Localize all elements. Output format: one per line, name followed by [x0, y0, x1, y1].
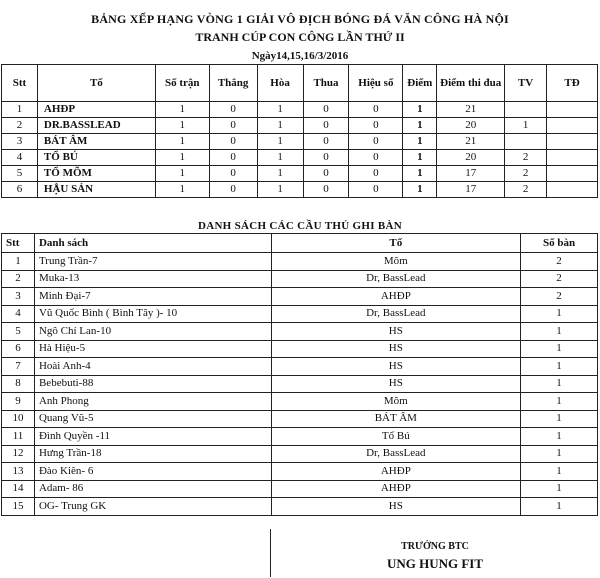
table-cell — [547, 118, 598, 134]
table-row — [2, 166, 598, 182]
scorers-header-row — [2, 234, 598, 253]
table-row — [2, 134, 598, 150]
table-cell: 1 — [521, 410, 598, 428]
col-header: Hòa — [257, 65, 303, 102]
signature-block — [0, 529, 600, 577]
table-cell: 0 — [349, 134, 403, 150]
col-header: Số trận — [155, 65, 209, 102]
table-cell: 1 — [2, 102, 38, 118]
table-row — [2, 393, 598, 411]
table-cell: 2 — [505, 166, 547, 182]
player-name: Vũ Quốc Bình ( Bình Tây )- 10 — [34, 305, 271, 323]
player-team: HS — [271, 323, 521, 341]
col-header: TV — [505, 65, 547, 102]
col-header: Tổ — [271, 234, 521, 253]
table-cell — [547, 134, 598, 150]
player-name: Minh Đại-7 — [34, 288, 271, 306]
table-cell: 1 — [257, 118, 303, 134]
table-cell: 2 — [521, 288, 598, 306]
player-team: Mõm — [271, 253, 521, 271]
table-cell: 0 — [303, 102, 349, 118]
table-cell: 1 — [521, 463, 598, 481]
signature-role: TRƯỞNG BTC — [401, 541, 469, 552]
col-header: Stt — [2, 234, 35, 253]
player-name: Hà Hiệu-5 — [34, 340, 271, 358]
table-cell: 1 — [155, 166, 209, 182]
col-header: Thắng — [209, 65, 257, 102]
scorers-title: DANH SÁCH CÁC CẦU THỦ GHI BÀN — [197, 220, 403, 232]
team-name: AHĐP — [37, 102, 155, 118]
table-row — [2, 480, 598, 498]
table-cell: 1 — [155, 182, 209, 198]
table-row — [2, 463, 598, 481]
table-cell: 6 — [2, 340, 35, 358]
col-header: Danh sách — [34, 234, 271, 253]
col-header: Điểm — [403, 65, 437, 102]
table-cell: 12 — [2, 445, 35, 463]
table-cell — [505, 102, 547, 118]
table-cell: 0 — [303, 134, 349, 150]
table-cell: 6 — [2, 182, 38, 198]
table-cell: 1 — [2, 253, 35, 271]
table-row — [2, 118, 598, 134]
standings-table — [1, 64, 598, 198]
player-team: HS — [271, 375, 521, 393]
player-name: Muka-13 — [34, 270, 271, 288]
table-cell: 0 — [303, 182, 349, 198]
table-cell: 1 — [155, 118, 209, 134]
col-header: Thua — [303, 65, 349, 102]
team-name: DR.BASSLEAD — [37, 118, 155, 134]
player-team: Mõm — [271, 393, 521, 411]
table-cell: 1 — [505, 118, 547, 134]
table-cell: 0 — [209, 134, 257, 150]
table-row — [2, 410, 598, 428]
table-cell: 0 — [349, 102, 403, 118]
table-cell: 2 — [505, 150, 547, 166]
table-cell: 0 — [303, 118, 349, 134]
table-cell: 1 — [521, 323, 598, 341]
player-team: AHĐP — [271, 480, 521, 498]
table-cell: 0 — [209, 102, 257, 118]
table-cell: 1 — [521, 358, 598, 376]
scorers-table — [1, 233, 598, 516]
player-name: Đình Quyền -11 — [34, 428, 271, 446]
signature-name: UNG HUNG FIT — [386, 556, 484, 571]
table-cell: 0 — [349, 166, 403, 182]
player-name: OG- Trung GK — [34, 498, 271, 516]
player-name: Hoài Anh-4 — [34, 358, 271, 376]
player-team: Dr, BassLead — [271, 445, 521, 463]
table-cell — [505, 134, 547, 150]
col-header: TĐ — [547, 65, 598, 102]
player-team: Tổ Bú — [271, 428, 521, 446]
player-name: Đào Kiên- 6 — [34, 463, 271, 481]
table-cell: 21 — [437, 134, 505, 150]
table-cell: 0 — [209, 150, 257, 166]
table-row — [2, 340, 598, 358]
player-name: Trung Trần-7 — [34, 253, 271, 271]
table-cell: 20 — [437, 150, 505, 166]
table-cell: 9 — [2, 393, 35, 411]
table-row — [2, 323, 598, 341]
table-cell: 17 — [437, 166, 505, 182]
table-cell: 2 — [505, 182, 547, 198]
page-title: BẢNG XẾP HẠNG VÒNG 1 GIẢI VÔ ĐỊCH BÓNG ĐÁ VĂN CÔNG HÀ NỘI — [91, 12, 509, 26]
table-cell: 1 — [403, 102, 437, 118]
table-cell: 13 — [2, 463, 35, 481]
table-cell: 0 — [349, 150, 403, 166]
table-cell: 1 — [521, 480, 598, 498]
table-cell: 1 — [521, 498, 598, 516]
table-row — [2, 498, 598, 516]
table-cell: 3 — [2, 288, 35, 306]
table-row — [2, 358, 598, 376]
table-cell: 1 — [155, 102, 209, 118]
player-team: Dr, BassLead — [271, 305, 521, 323]
table-cell: 8 — [2, 375, 35, 393]
table-cell: 0 — [303, 150, 349, 166]
page-date: Ngày14,15,16/3/2016 — [251, 50, 349, 62]
table-row — [2, 305, 598, 323]
table-cell: 1 — [403, 166, 437, 182]
player-name: Ngô Chí Lan-10 — [34, 323, 271, 341]
table-cell: 1 — [403, 182, 437, 198]
table-cell: 14 — [2, 480, 35, 498]
player-name: Bebebuti-88 — [34, 375, 271, 393]
player-name: Anh Phong — [34, 393, 271, 411]
table-cell: 1 — [257, 134, 303, 150]
table-cell: 1 — [257, 182, 303, 198]
table-cell: 0 — [349, 182, 403, 198]
table-cell — [547, 150, 598, 166]
table-row — [2, 102, 598, 118]
table-cell: 2 — [2, 270, 35, 288]
table-row — [2, 270, 598, 288]
table-cell: 0 — [349, 118, 403, 134]
table-cell: 5 — [2, 323, 35, 341]
player-team: AHĐP — [271, 463, 521, 481]
table-cell: 1 — [521, 393, 598, 411]
table-cell: 2 — [521, 253, 598, 271]
table-cell: 1 — [521, 428, 598, 446]
player-team: AHĐP — [271, 288, 521, 306]
table-cell: 1 — [521, 445, 598, 463]
table-row — [2, 428, 598, 446]
table-cell — [547, 182, 598, 198]
table-row — [2, 253, 598, 271]
table-cell: 10 — [2, 410, 35, 428]
table-cell: 1 — [403, 150, 437, 166]
table-cell: 1 — [521, 340, 598, 358]
table-cell: 15 — [2, 498, 35, 516]
table-cell: 1 — [155, 150, 209, 166]
table-cell: 1 — [521, 375, 598, 393]
table-cell: 2 — [2, 118, 38, 134]
table-row — [2, 375, 598, 393]
player-team: HS — [271, 498, 521, 516]
team-name: HẬU SẢN — [37, 182, 155, 198]
table-cell — [547, 166, 598, 182]
table-cell — [547, 102, 598, 118]
player-team: HS — [271, 358, 521, 376]
team-name: TỔ MÕM — [37, 166, 155, 182]
table-cell: 0 — [303, 166, 349, 182]
table-cell: 4 — [2, 305, 35, 323]
table-cell: 0 — [209, 182, 257, 198]
table-cell: 5 — [2, 166, 38, 182]
col-header: Hiệu số — [349, 65, 403, 102]
table-cell: 1 — [403, 118, 437, 134]
page-subtitle: TRANH CÚP CON CÔNG LẦN THỨ II — [195, 30, 405, 44]
col-header: Số bàn — [521, 234, 598, 253]
table-row — [2, 182, 598, 198]
table-cell: 1 — [521, 305, 598, 323]
col-header: Stt — [2, 65, 38, 102]
table-cell: 7 — [2, 358, 35, 376]
table-cell: 1 — [257, 166, 303, 182]
table-cell: 1 — [257, 150, 303, 166]
table-cell: 2 — [521, 270, 598, 288]
table-row — [2, 288, 598, 306]
table-row — [2, 445, 598, 463]
table-cell: 1 — [403, 134, 437, 150]
team-name: TỔ BÚ — [37, 150, 155, 166]
team-name: BÁT ÂM — [37, 134, 155, 150]
table-row — [2, 150, 598, 166]
table-cell: 1 — [155, 134, 209, 150]
player-team: BÁT ÂM — [271, 410, 521, 428]
player-name: Quang Vũ-5 — [34, 410, 271, 428]
table-cell: 0 — [209, 118, 257, 134]
player-name: Hưng Trần-18 — [34, 445, 271, 463]
table-cell: 1 — [257, 102, 303, 118]
table-cell: 21 — [437, 102, 505, 118]
table-cell: 20 — [437, 118, 505, 134]
table-cell: 11 — [2, 428, 35, 446]
table-cell: 0 — [209, 166, 257, 182]
player-team: HS — [271, 340, 521, 358]
player-team: Dr, BassLead — [271, 270, 521, 288]
table-cell: 3 — [2, 134, 38, 150]
table-cell: 17 — [437, 182, 505, 198]
col-header: Tổ — [37, 65, 155, 102]
standings-header-row — [2, 65, 598, 102]
col-header: Điểm thi đua — [437, 65, 505, 102]
table-cell: 4 — [2, 150, 38, 166]
player-name: Adam- 86 — [34, 480, 271, 498]
